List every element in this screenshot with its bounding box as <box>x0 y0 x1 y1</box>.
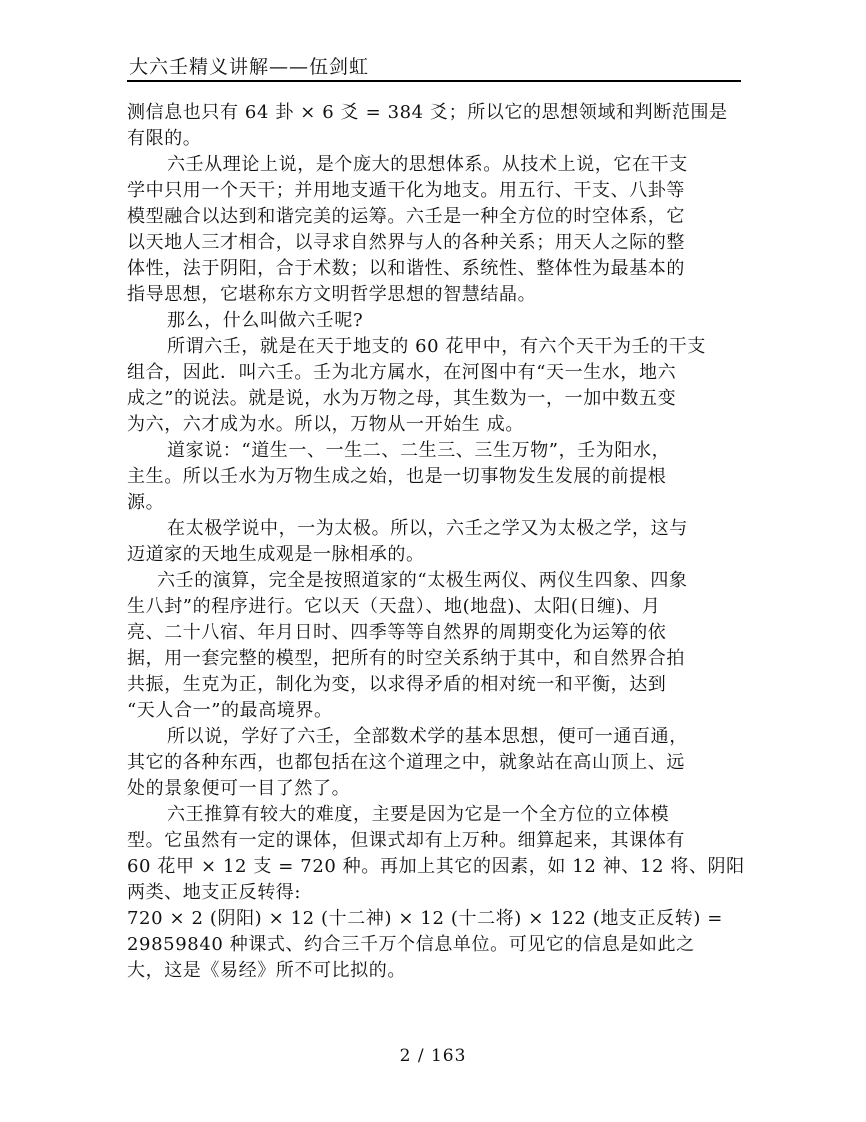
text-line: 模型融合以达到和谐完美的运筹。六壬是一种全方位的时空体系，它 <box>127 206 685 227</box>
text-line: 其它的各种东西，也都包括在这个道理之中，就象站在高山顶上、远 <box>127 752 685 773</box>
body-text <box>127 100 745 984</box>
text-line: “天人合一”的最高境界。 <box>127 700 333 721</box>
text-line: 型。它虽然有一定的课体，但课式却有上万种。细算起来，其课体有 <box>127 830 685 851</box>
text-line: 成之”的说法。就是说，水为万物之母，其生数为一，一加中数五变 <box>127 388 677 409</box>
text-line: 测信息也只有 64 卦 × 6 爻 = 384 爻；所以它的思想领域和判断范围是 <box>127 102 728 123</box>
text-line: 学中只用一个天干；并用地支遁干化为地支。用五行、干支、八卦等 <box>127 180 685 201</box>
text-line: 体性，法于阴阳，合于术数；以和谐性、系统性、整体性为最基本的 <box>127 258 685 279</box>
text-line: 指导思想，它堪称东方文明哲学思想的智慧结晶。 <box>127 284 537 305</box>
header-title: 大六壬精义讲解——伍剑虹 <box>129 56 370 78</box>
text-line: 据，用一套完整的模型，把所有的时空关系纳于其中，和自然界合拍 <box>127 648 685 669</box>
text-line: 所谓六壬，就是在天于地支的 60 花甲中，有六个天干为壬的干支 <box>167 336 706 357</box>
text-line: 29859840 种课式、约合三千万个信息单位。可见它的信息是如此之 <box>127 934 695 955</box>
text-line: 源。 <box>127 492 165 513</box>
page-header <box>127 50 741 82</box>
text-line: 六壬从理论上说，是个庞大的思想体系。从技术上说，它在干支 <box>167 154 688 175</box>
text-line: 迈道家的天地生成观是一脉相承的。 <box>127 544 425 565</box>
text-line: 所以说，学好了六壬，全部数术学的基本思想，便可一通百通， <box>167 726 688 747</box>
text-line: 道家说：“道生一、一生二、二生三、三生万物”，壬为阳水， <box>167 440 671 461</box>
text-line: 720 × 2 (阴阳) × 12 (十二神) × 12 (十二将) × 122 (地支正反转) = <box>127 908 723 929</box>
page-number: 2 / 163 <box>399 1046 467 1066</box>
text-line: 主生。所以壬水为万物生成之始，也是一切事物发生发展的前提根 <box>127 466 667 487</box>
text-line: 大，这是《易经》所不可比拟的。 <box>127 960 406 981</box>
text-line: 两类、地支正反转得: <box>127 882 302 903</box>
text-line: 那么，什么叫做六壬呢? <box>167 310 364 331</box>
text-line: 60 花甲 × 12 支 = 720 种。再加上其它的因素，如 12 神、12 将、阴阳 <box>127 856 745 877</box>
text-line: 在太极学说中，一为太极。所以，六壬之学又为太极之学，这与 <box>167 518 688 539</box>
text-line: 为六，六才成为水。所以，万物从一开始生 成。 <box>127 414 524 435</box>
text-line: 共振，生克为正，制化为变，以求得矛盾的相对统一和平衡，达到 <box>127 674 667 695</box>
text-line: 生八封”的程序进行。它以天（天盘）、地(地盘)、太阳(日缠)、月 <box>127 596 661 617</box>
text-line: 亮、二十八宿、年月日时、四季等等自然界的周期变化为运筹的依 <box>127 622 667 643</box>
text-line: 有限的。 <box>127 128 202 149</box>
text-line: 处的景象便可一目了然了。 <box>127 778 351 799</box>
text-line: 组合，因此．叫六壬。壬为北方属水，在河图中有“天一生水，地六 <box>127 362 677 383</box>
text-line: 六壬的演算，完全是按照道家的“太极生两仪、两仪生四象、四象 <box>157 570 688 591</box>
text-line: 以天地人三才相合，以寻求自然界与人的各种关系；用天人之际的整 <box>127 232 685 253</box>
text-line: 六王推算有较大的难度，主要是因为它是一个全方位的立体模 <box>167 804 670 825</box>
